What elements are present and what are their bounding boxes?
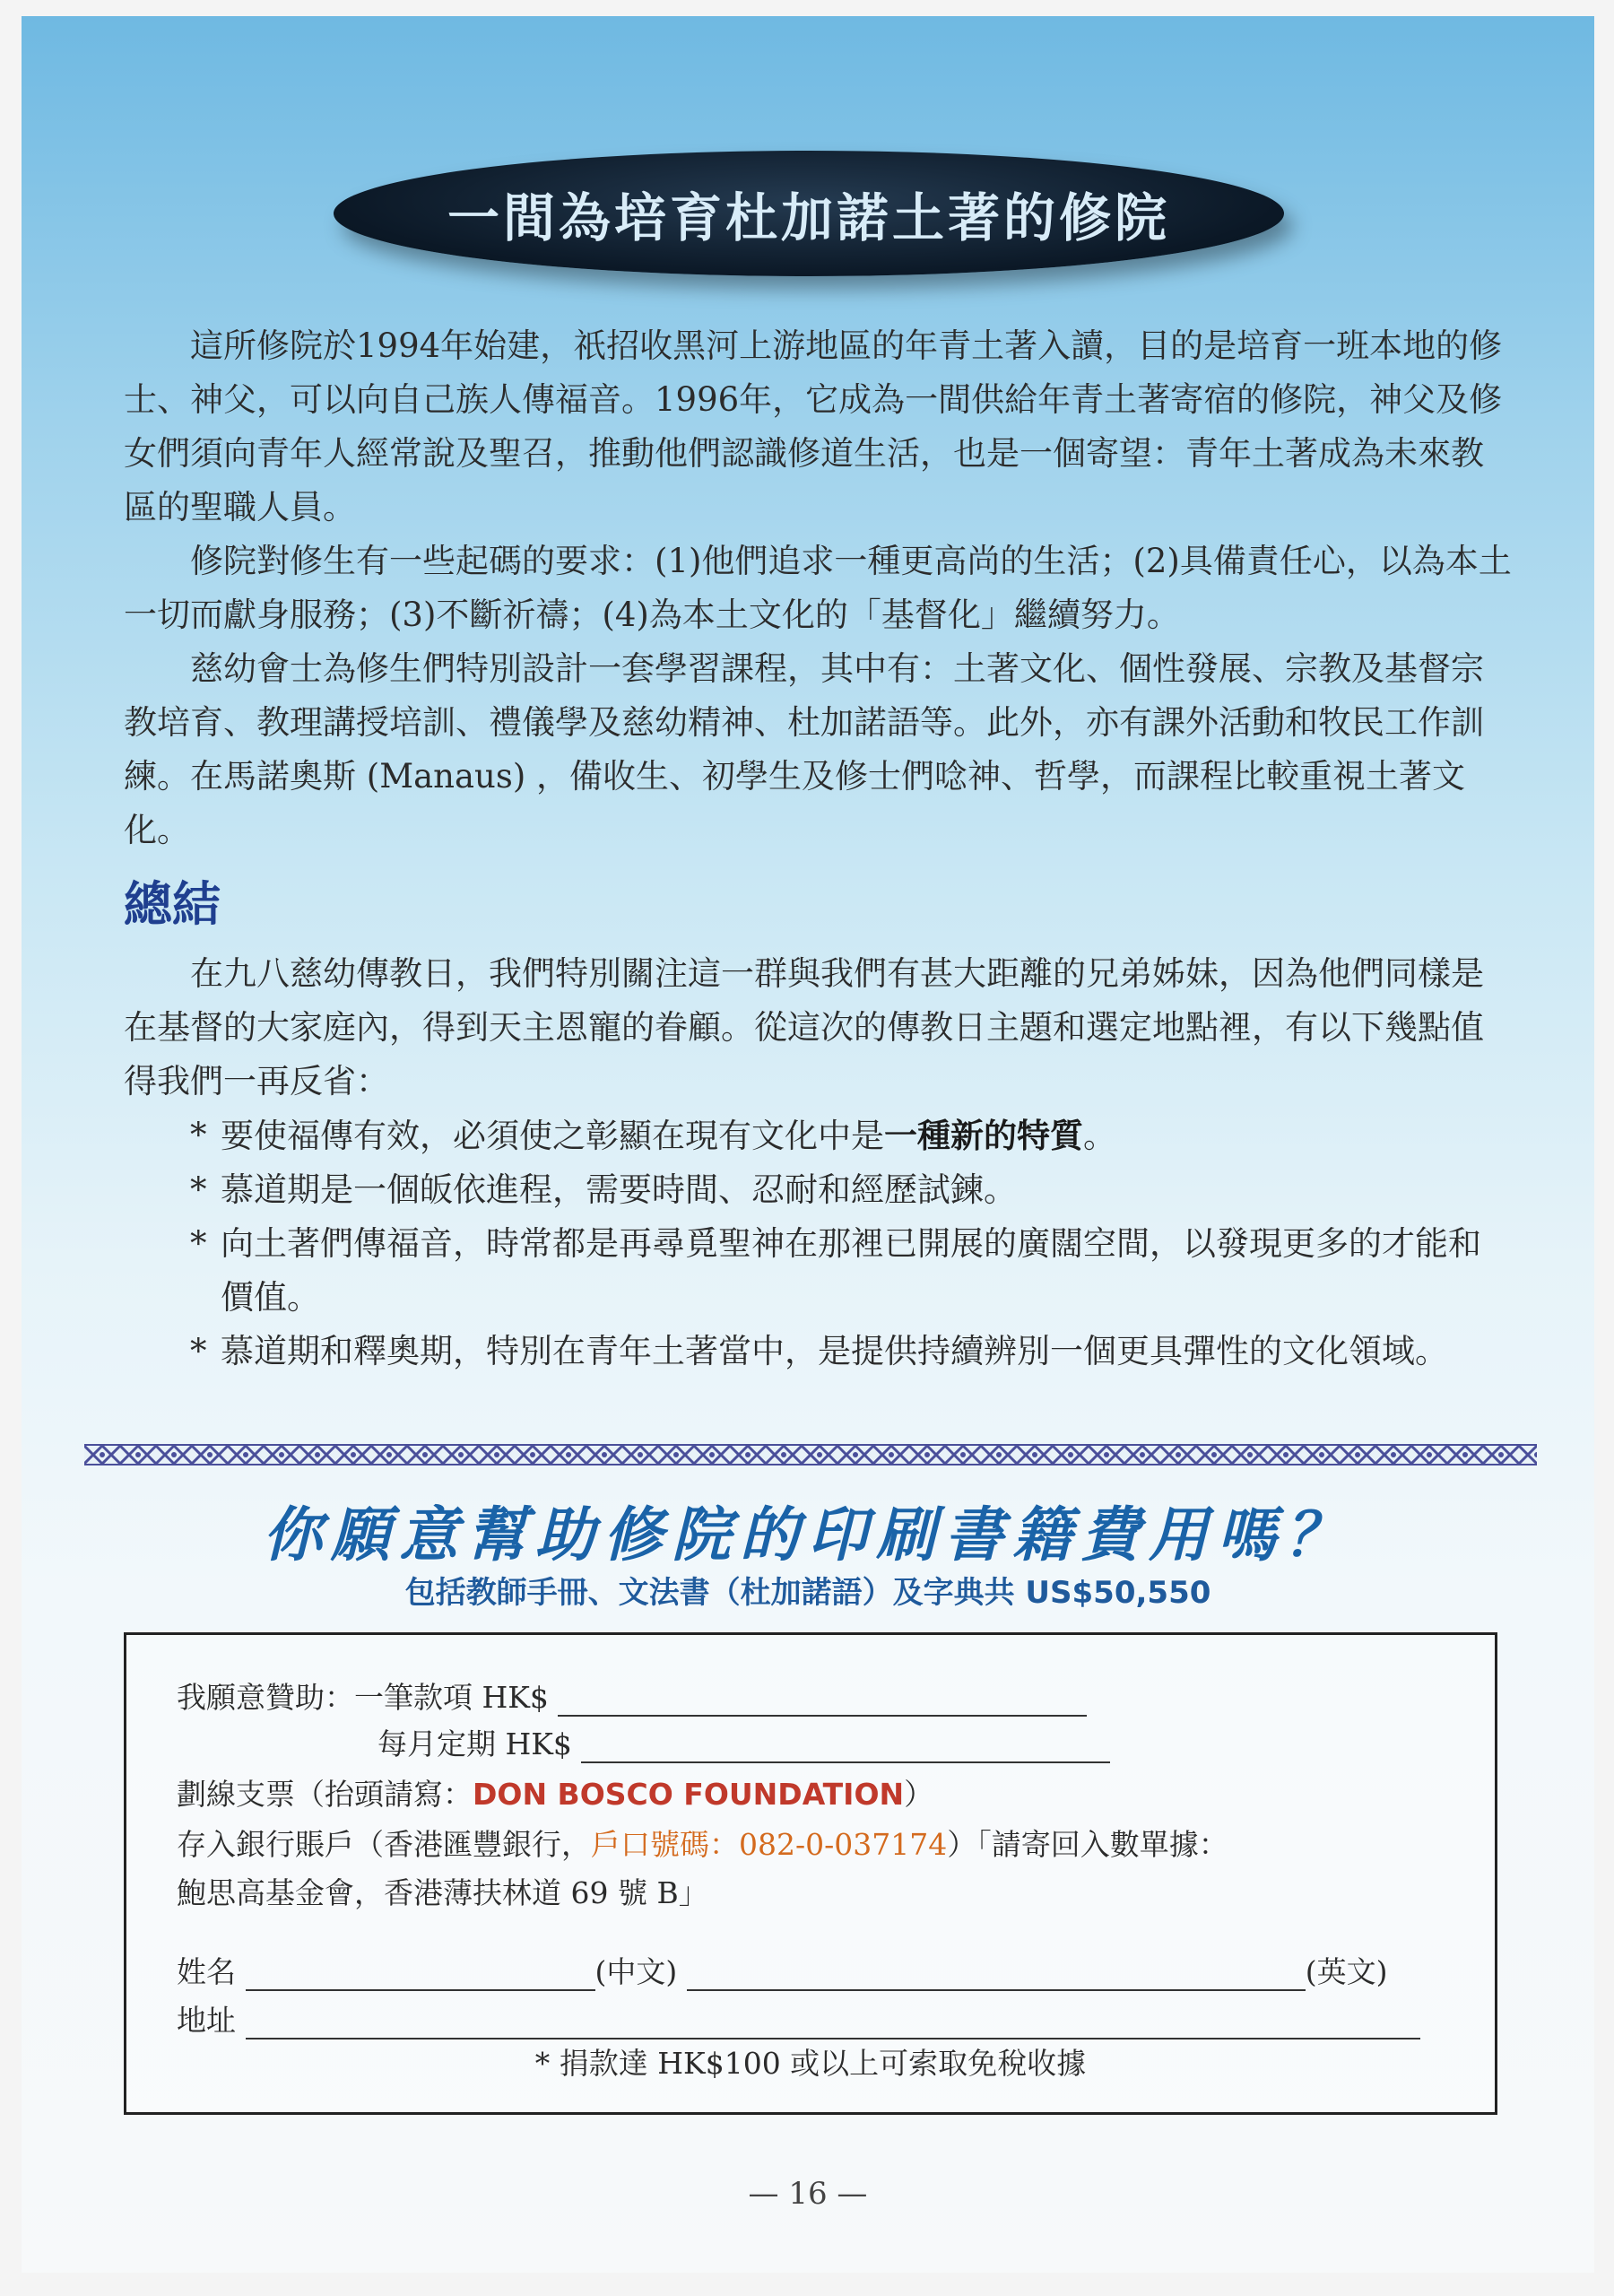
tax-receipt-note: * 捐款達 HK$100 或以上可索取免稅收據 [534, 2046, 1087, 2081]
english-label: (英文) [1305, 1954, 1388, 1989]
section-seminary [124, 319, 1512, 857]
name-label: 姓名 [177, 1954, 236, 1989]
paragraph: 這所修院於1994年始建，祇招收黑河上游地區的年青土著入讀，目的是培育一班本地的修士、神父，可以向自己族人傳福音。1996年，它成為一間供給年青土著寄宿的修院，神父及修女們須向青年人經常說及聖召，推動他們認識修道生活，也是一個寄望：青年土著成為未來教區的聖職人員。 [124, 326, 1503, 526]
name-chinese-field[interactable] [246, 1959, 595, 1991]
monthly-label: 每月定期 HK$ [377, 1726, 572, 1761]
cheque-label: 劃線支票（抬頭請寫： [177, 1777, 473, 1812]
appeal-subtitle: 包括教師手冊、文法書（杜加諾語）及字典共 US$50,550 [404, 1575, 1211, 1611]
name-row [177, 1949, 1388, 1991]
page-title: 一間為培育杜加諾土著的修院 [447, 187, 1170, 248]
bank-label: 存入銀行賬戶（香港匯豐銀行， [177, 1827, 591, 1862]
list-item [124, 1325, 1512, 1378]
reflection-list [124, 1109, 1512, 1378]
cheque-payee: DON BOSCO FOUNDATION [473, 1777, 905, 1812]
name-english-field[interactable] [687, 1959, 1306, 1991]
bullet-marker: * [190, 1116, 207, 1154]
bullet-text: 向土著們傳福音，時常都是再尋覓聖神在那裡已開展的廣闊空間，以發現更多的才能和價值。 [221, 1224, 1481, 1317]
paragraph: 在九八慈幼傳教日，我們特別關注這一群與我們有甚大距離的兄弟姊妹，因為他們同樣是在基督的大家庭內，得到天主恩寵的眷顧。從這次的傳教日主題和選定地點裡，有以下幾點值得我們一再反省： [124, 954, 1484, 1100]
page-number: — 16 — [748, 2176, 868, 2212]
bullet-text: 慕道期和釋奧期，特別在青年土著當中，是提供持續辨別一個更具彈性的文化領域。 [221, 1332, 1448, 1370]
list-item [124, 1217, 1512, 1325]
monthly-amount-field[interactable] [581, 1731, 1110, 1763]
decorative-divider [84, 1444, 1537, 1465]
cheque-close: ） [904, 1777, 934, 1812]
list-item [124, 1163, 1512, 1217]
document-page [22, 16, 1594, 2273]
list-item [124, 1109, 1512, 1163]
one-time-row [177, 1674, 1087, 1717]
bullet-emphasis: 一種新的特質 [884, 1116, 1083, 1155]
bullet-text: 。 [1083, 1117, 1116, 1155]
section-heading-conclusion: 總結 [124, 876, 221, 933]
bank-row [177, 1822, 1228, 1864]
cheque-row [177, 1771, 933, 1813]
address-label: 地址 [177, 2003, 236, 2038]
address-row [177, 1997, 1420, 2039]
bank-account-number: 戶口號碼：082-0-037174 [591, 1827, 948, 1862]
paragraph: 慈幼會士為修生們特別設計一套學習課程，其中有：土著文化、個性發展、宗教及基督宗教培育、教理講授培訓、禮儀學及慈幼精神、杜加諾語等。此外，亦有課外活動和牧民工作訓練。在馬諾奧斯 (Manaus) ，備收生、初學生及修士們唸神、哲學，而課程比較重視土著文化。 [124, 649, 1484, 849]
title-banner [334, 151, 1284, 276]
paragraph: 修院對修生有一些起碼的要求：(1)他們追求一種更高尚的生活；(2)具備責任心，以為本土一切而獻身服務；(3)不斷祈禱；(4)為本土文化的「基督化」繼續努力。 [124, 542, 1512, 634]
section-conclusion [124, 947, 1512, 1378]
one-time-label: 一筆款項 HK$ [354, 1680, 549, 1715]
one-time-amount-field[interactable] [558, 1684, 1087, 1717]
bullet-marker: * [190, 1170, 207, 1209]
donation-form [124, 1632, 1497, 2115]
bullet-text: 要使福傳有效，必須使之彰顯在現有文化中是 [221, 1117, 884, 1155]
bullet-marker: * [190, 1332, 207, 1370]
address-line: 鮑思高基金會，香港薄扶林道 69 號 B」 [177, 1875, 708, 1910]
bank-note: ）「請寄回入數單據： [947, 1827, 1228, 1862]
appeal-title: 你願意幫助修院的印刷書籍費用嗎？ [263, 1500, 1353, 1570]
bullet-text: 慕道期是一個皈依進程，需要時間、忍耐和經歷試鍊。 [221, 1170, 1017, 1209]
chinese-label: (中文) [594, 1954, 678, 1989]
sponsor-label: 我願意贊助： [177, 1680, 354, 1715]
address-field[interactable] [246, 2007, 1420, 2039]
bullet-marker: * [190, 1224, 207, 1263]
monthly-row [377, 1721, 1110, 1763]
